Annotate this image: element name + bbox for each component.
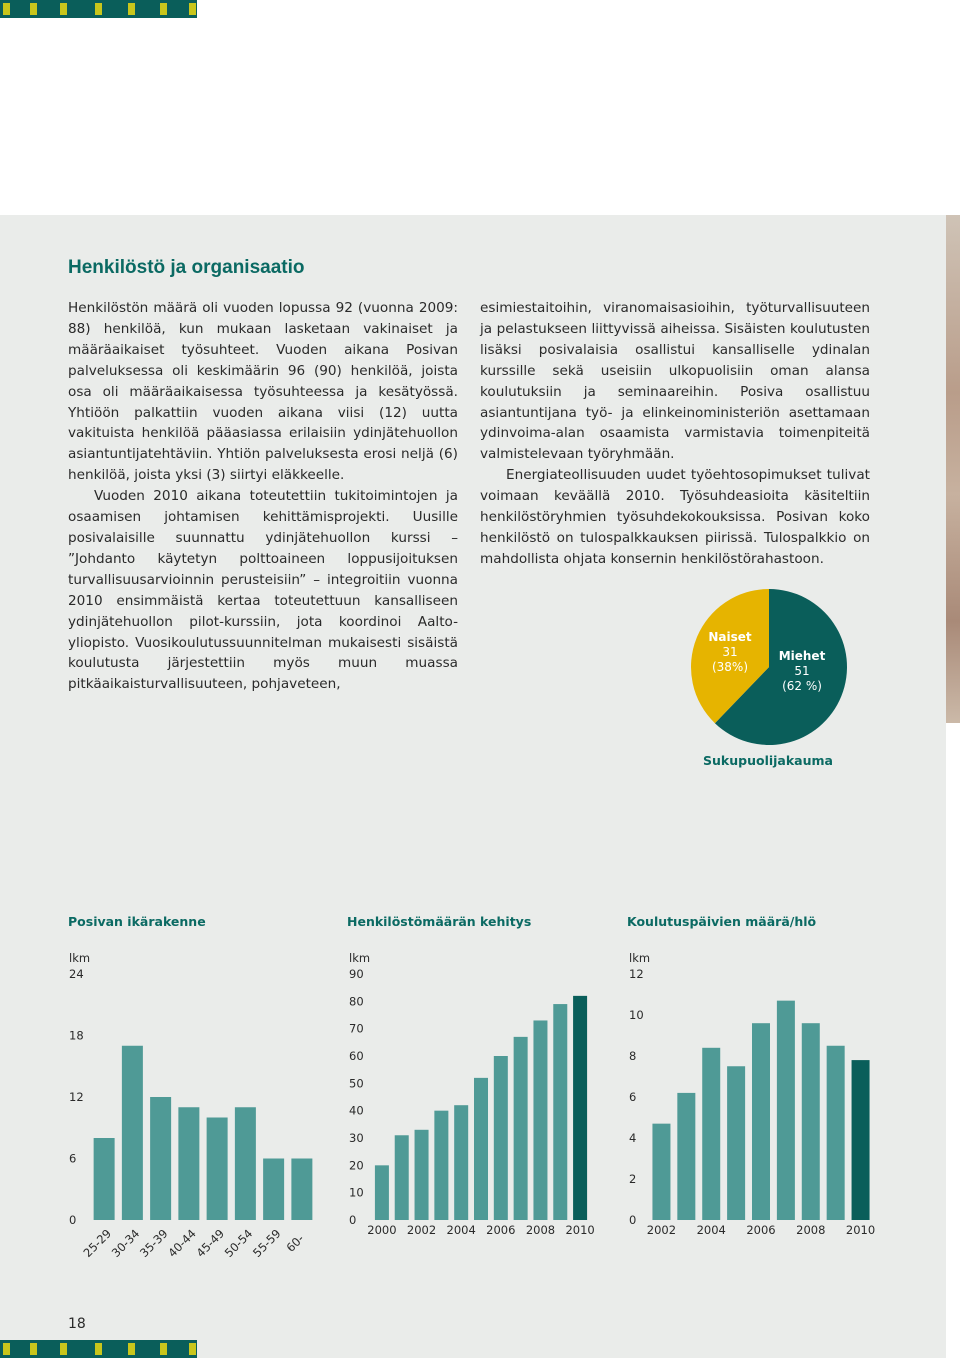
text-column-right xyxy=(480,298,870,570)
bar xyxy=(652,1124,670,1220)
bar xyxy=(434,1111,448,1220)
y-tick-label: 10 xyxy=(629,1008,644,1022)
x-tick-label: 2002 xyxy=(646,1223,677,1237)
bar xyxy=(395,1135,409,1220)
x-tick-label: 30-34 xyxy=(108,1226,143,1260)
men-pct: (62 %) xyxy=(782,679,822,693)
x-tick-label: 2008 xyxy=(796,1223,826,1237)
headcount-chart xyxy=(340,950,610,1260)
paragraph: Henkilöstön määrä oli vuoden lopussa 92 (vuonna 2009: 88) henkilöä, kun mukaan lasketaan vakinaiset ja määräaikaiset työsuhteet. Vuoden aikana Posivan palveluksessa oli keskimäärin 96 (90) henkilöä, joista osa oli määräaikaisessa työsuhteessa ja kesätyössä. Yhtiöön palkattiin vuoden aikana viisi (12) uutta vakituista henkilöä pääasiassa erilaisiin ydinjätehuollon asiantuntijatehtäviin. Yhtiön palveluksesta erosi neljä (6) henkilöä, joista yksi (3) siirtyi eläkkeelle. xyxy=(68,300,458,484)
bar xyxy=(94,1138,115,1220)
stripe-mark xyxy=(30,1343,37,1355)
x-tick-label: 2010 xyxy=(565,1223,595,1237)
edge-photo xyxy=(946,215,960,723)
y-tick-label: 12 xyxy=(69,1090,84,1104)
page-number: 18 xyxy=(68,1316,86,1332)
chart-title-headcount: Henkilöstömäärän kehitys xyxy=(347,914,532,929)
pie-label-men xyxy=(774,649,830,694)
stripe-mark xyxy=(30,3,37,15)
bar xyxy=(150,1097,171,1220)
y-tick-label: 0 xyxy=(69,1213,77,1227)
stripe-mark xyxy=(160,3,167,15)
y-tick-label: 8 xyxy=(629,1049,637,1063)
bar xyxy=(553,1004,567,1220)
chart-title-training: Koulutuspäivien määrä/hlö xyxy=(627,914,817,929)
stripe-mark xyxy=(95,1343,102,1355)
bar xyxy=(474,1078,488,1220)
men-label: Miehet xyxy=(778,649,826,663)
stripe-mark xyxy=(60,1343,67,1355)
y-axis-label: lkm xyxy=(629,951,651,965)
men-count: 51 xyxy=(794,664,810,678)
bar xyxy=(415,1130,429,1220)
paragraph: esimiestaitoihin, viranomaisasioihin, työturvallisuuteen ja pelastukseen liittyvissä aiheissa. Sisäisten koulutusten lisäksi posivalaisia osallistui kansalliselle ydinalan kurssille sekä useisiin ulkopuolisiin oman alansa koulutuksiin ja seminaareihin. Posiva osallistuu asiantuntijana työ- ja elinkeinoministeriön asettamaan ydinvoima-alan osaamista varmistavia toimenpiteitä valmistelevaan työryhmään. xyxy=(480,300,870,463)
x-tick-label: 45-49 xyxy=(193,1226,228,1260)
y-tick-label: 50 xyxy=(349,1076,364,1091)
bar xyxy=(533,1020,547,1220)
stripe-mark xyxy=(3,1343,10,1355)
x-tick-label: 25-29 xyxy=(80,1226,115,1260)
x-tick-label: 2010 xyxy=(845,1223,876,1237)
bar xyxy=(235,1107,256,1220)
x-tick-label: 50-54 xyxy=(221,1226,256,1260)
stripe-mark xyxy=(60,3,67,15)
bar xyxy=(777,1001,795,1220)
women-count: 31 xyxy=(722,645,738,659)
y-tick-label: 20 xyxy=(349,1158,364,1173)
training-days-chart xyxy=(620,950,890,1260)
y-tick-label: 4 xyxy=(629,1131,637,1145)
y-tick-label: 60 xyxy=(349,1049,364,1063)
paragraph: Energiateollisuuden uudet työehtosopimukset tulivat voimaan keväällä 2010. Työsuhdeasioita käsiteltiin henkilöstöryhmien työsuhdekokouksissa. Posivan koko henkilöstö on tulospalkkauksen piirissä. Tulospalkkio on mahdollista ohjata konsernin henkilöstörahastoon. xyxy=(480,467,870,567)
bar xyxy=(207,1118,228,1221)
x-tick-label: 60- xyxy=(283,1231,307,1255)
bar xyxy=(802,1023,820,1220)
stripe-mark xyxy=(128,3,135,15)
pie-label-women xyxy=(704,630,756,675)
chart-title-age: Posivan ikärakenne xyxy=(68,914,206,929)
top-decor-strip xyxy=(0,0,197,18)
x-tick-label: 2004 xyxy=(696,1223,726,1237)
bar xyxy=(514,1037,528,1220)
x-tick-label: 55-59 xyxy=(250,1226,284,1260)
x-tick-label: 2008 xyxy=(525,1223,556,1237)
y-tick-label: 6 xyxy=(69,1151,77,1166)
bar xyxy=(494,1056,508,1220)
y-tick-label: 2 xyxy=(629,1172,637,1186)
bar xyxy=(752,1023,770,1220)
y-tick-label: 80 xyxy=(349,994,364,1009)
y-axis-label: lkm xyxy=(349,951,371,965)
stripe-mark xyxy=(95,3,102,15)
stripe-mark xyxy=(160,1343,167,1355)
gender-pie-chart xyxy=(690,588,848,746)
y-tick-label: 0 xyxy=(349,1213,357,1227)
stripe-mark xyxy=(128,1343,135,1355)
stripe-mark xyxy=(189,3,196,15)
y-tick-label: 70 xyxy=(349,1021,364,1036)
x-tick-label: 2006 xyxy=(746,1223,776,1237)
bar xyxy=(375,1165,389,1220)
bar xyxy=(852,1060,870,1220)
bottom-decor-strip xyxy=(0,1340,197,1358)
bar xyxy=(827,1046,845,1220)
y-tick-label: 6 xyxy=(629,1090,637,1104)
women-label: Naiset xyxy=(708,630,752,644)
text-column-left xyxy=(68,298,458,695)
bar xyxy=(263,1159,284,1221)
bar xyxy=(573,996,587,1220)
x-tick-label: 2006 xyxy=(486,1223,516,1237)
bar xyxy=(291,1159,312,1221)
stripe-mark xyxy=(189,1343,196,1355)
age-structure-chart xyxy=(60,950,330,1260)
section-heading: Henkilöstö ja organisaatio xyxy=(68,257,305,278)
paragraph: Vuoden 2010 aikana toteutettiin tukitoimintojen ja osaamisen johtamisen kehittämisprojekti. Uusille posivalaisille suunnattu ydinjätehuollon kurssi – ”Johdanto käytetyn polttoaineen loppusijoituksen turvallisuusarvioinnin perusteisiin” – integroitiin vuonna 2010 ensimmäistä kertaa toteutettuun kansalliseen ydinjätehuollon pilot-kurssiin, jota koordinoi Aalto-yliopisto. Vuosikoulutussuunnitelman mukaisesti sisäistä koulutusta järjestettiin myös muun muassa pitkäaikaisturvallisuuteen, pohjaveteen, xyxy=(68,488,458,693)
y-tick-label: 40 xyxy=(349,1103,364,1118)
bar xyxy=(702,1048,720,1220)
y-tick-label: 24 xyxy=(69,967,84,981)
women-pct: (38%) xyxy=(711,660,749,674)
x-tick-label: 2004 xyxy=(446,1223,476,1237)
y-axis-label: lkm xyxy=(69,951,91,965)
y-tick-label: 12 xyxy=(629,967,644,981)
y-tick-label: 18 xyxy=(69,1028,84,1043)
bar xyxy=(122,1046,143,1220)
y-tick-label: 90 xyxy=(349,967,364,981)
stripe-mark xyxy=(3,3,10,15)
x-tick-label: 2000 xyxy=(367,1223,397,1237)
x-tick-label: 35-39 xyxy=(137,1226,171,1260)
bar xyxy=(677,1093,695,1220)
pie-caption: Sukupuolijakauma xyxy=(703,753,833,768)
x-tick-label: 40-44 xyxy=(165,1226,199,1260)
bar xyxy=(178,1107,199,1220)
bar xyxy=(727,1066,745,1220)
x-tick-label: 2002 xyxy=(406,1223,437,1237)
bar xyxy=(454,1105,468,1220)
y-tick-label: 10 xyxy=(349,1185,364,1200)
y-tick-label: 30 xyxy=(349,1131,364,1145)
y-tick-label: 0 xyxy=(629,1213,637,1227)
